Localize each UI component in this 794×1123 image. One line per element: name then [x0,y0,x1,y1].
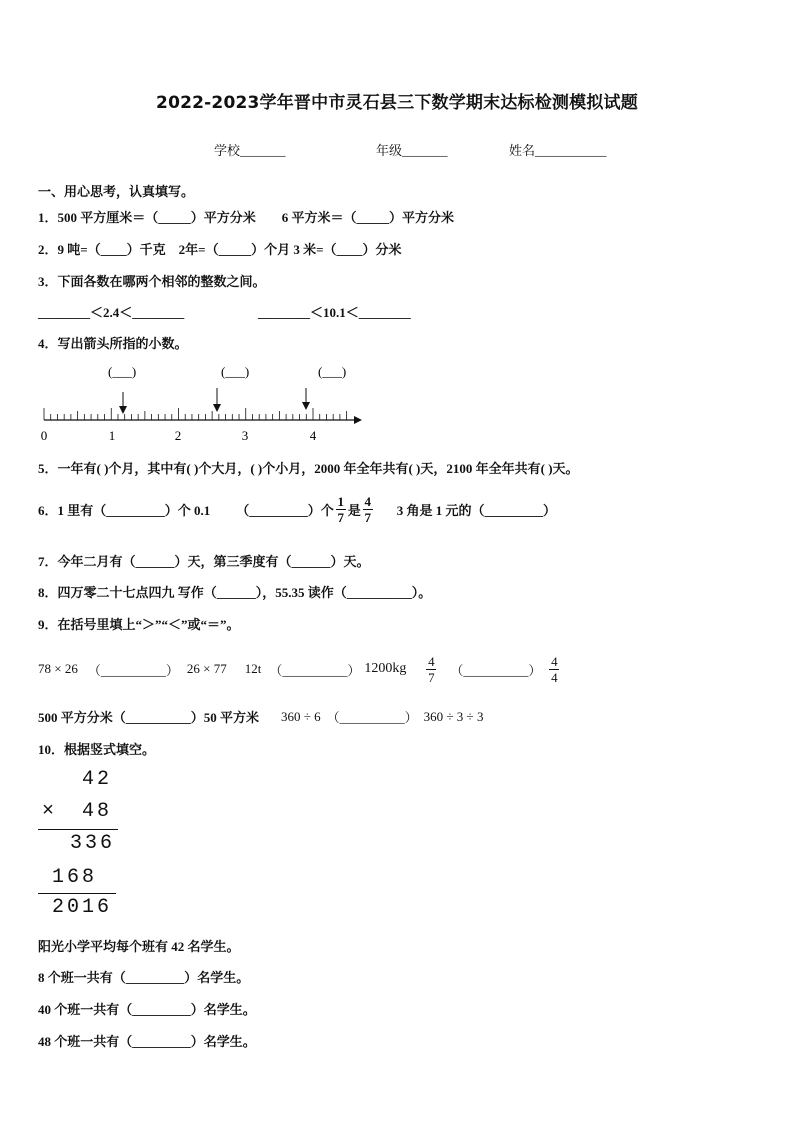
q6-part3: 3 角是 1 元的（_________） [396,503,557,518]
expr-78x26: 78 × 26 [38,661,78,676]
q6-part1: 6．1 里有（_________）个 0.1 [38,503,211,518]
area-compare: 500 平方分米（__________）50 平方米 [38,710,260,725]
question-4: 4．写出箭头所指的小数。 [38,336,188,351]
vf-row-48: 48 [82,800,113,823]
label-1: 1 [108,428,116,443]
number-line [30,356,380,446]
expr-12t: 12t [244,661,262,676]
expr-360div3div3: 360 ÷ 3 ÷ 3 [423,708,484,724]
compare-blank-1[interactable]: （__________） [87,662,179,678]
vf-row-2016: 2016 [52,896,113,919]
blank-2: (___) [221,364,250,379]
question-5: 5．一年有( )个月，其中有( )个大月，( )个小月，2000 年全年共有( )天，2100 年全年共有( )天。 [38,461,579,476]
q6-part2: （_________）个 [236,503,334,518]
compare-blank-4[interactable]: （__________） [326,710,418,725]
question-1: 1．500 平方厘米＝（_____）平方分米 6 平方米＝（_____）平方分米 [38,210,455,225]
fraction-4-7-b [426,654,436,685]
frac-num: 4 [428,653,435,669]
name-field[interactable]: 姓名___________ [509,143,607,158]
label-0: 0 [40,428,48,443]
question-9-row-2 [38,707,483,726]
question-9: 9．在括号里填上“＞”“＜”或“＝”。 [38,617,240,632]
vf-row-42: 42 [82,768,113,791]
fraction-4-7 [363,494,373,525]
q10-a: 8 个班一共有（_________）名学生。 [38,970,250,985]
frac-den: 7 [337,510,345,525]
arrow-3 [302,388,310,410]
ticks [44,408,347,420]
grade-field[interactable]: 年级_______ [376,143,448,158]
blank-3: (___) [318,364,347,379]
fraction-4-4 [549,654,559,685]
question-9-row-1 [38,650,561,688]
frac-den: 4 [551,669,558,685]
frac-num: 1 [337,494,345,509]
arrow-2 [213,388,221,412]
vf-times-sign: × [42,800,58,823]
vf-rule-1 [38,829,118,830]
q10-b: 40 个班一共有（_________）名学生。 [38,1002,256,1017]
expr-360div6: 360 ÷ 6 [281,708,321,724]
axis-arrow [354,416,362,424]
question-6 [38,494,556,525]
frac-den: 7 [364,510,372,525]
vf-row-168: 168 [52,866,98,889]
q6-is: 是 [347,503,361,518]
expr-26x77: 26 × 77 [186,661,227,676]
question-3-range-b: ________＜10.1＜________ [258,305,411,320]
section-heading: 一、用心思考，认真填写。 [38,184,195,199]
label-2: 2 [174,428,182,443]
page-title: 2022-2023学年晋中市灵石县三下数学期末达标检测模拟试题 [156,93,638,113]
school-field[interactable]: 学校_______ [214,143,286,158]
label-4: 4 [309,428,317,443]
question-7: 7．今年二月有（______）天，第三季度有（______）天。 [38,554,370,569]
q10-intro: 阳光小学平均每个班有 42 名学生。 [38,939,240,954]
blank-1: (___) [108,364,137,379]
fraction-1-7 [336,494,346,525]
label-3: 3 [241,428,249,443]
compare-blank-3[interactable]: （__________） [450,662,542,678]
vf-row-336: 336 [70,832,116,855]
vf-rule-2 [38,893,116,894]
q10-c: 48 个班一共有（_________）名学生。 [38,1034,256,1049]
arrow-1 [119,392,127,414]
question-3-range-a: ________＜2.4＜________ [38,305,185,320]
frac-num: 4 [364,494,372,509]
expr-1200kg: 1200kg [364,661,407,676]
question-8: 8．四万零二十七点四九 写作（______），55.35 读作（__________）。 [38,585,432,600]
frac-den: 7 [428,669,435,685]
question-2: 2．9 吨=（____）千克 2年=（_____）个月 3 米=（____）分米 [38,242,402,257]
compare-blank-2[interactable]: （__________） [269,662,361,678]
question-3: 3．下面各数在哪两个相邻的整数之间。 [38,274,266,289]
question-10: 10．根据竖式填空。 [38,742,156,757]
frac-num: 4 [551,653,558,669]
